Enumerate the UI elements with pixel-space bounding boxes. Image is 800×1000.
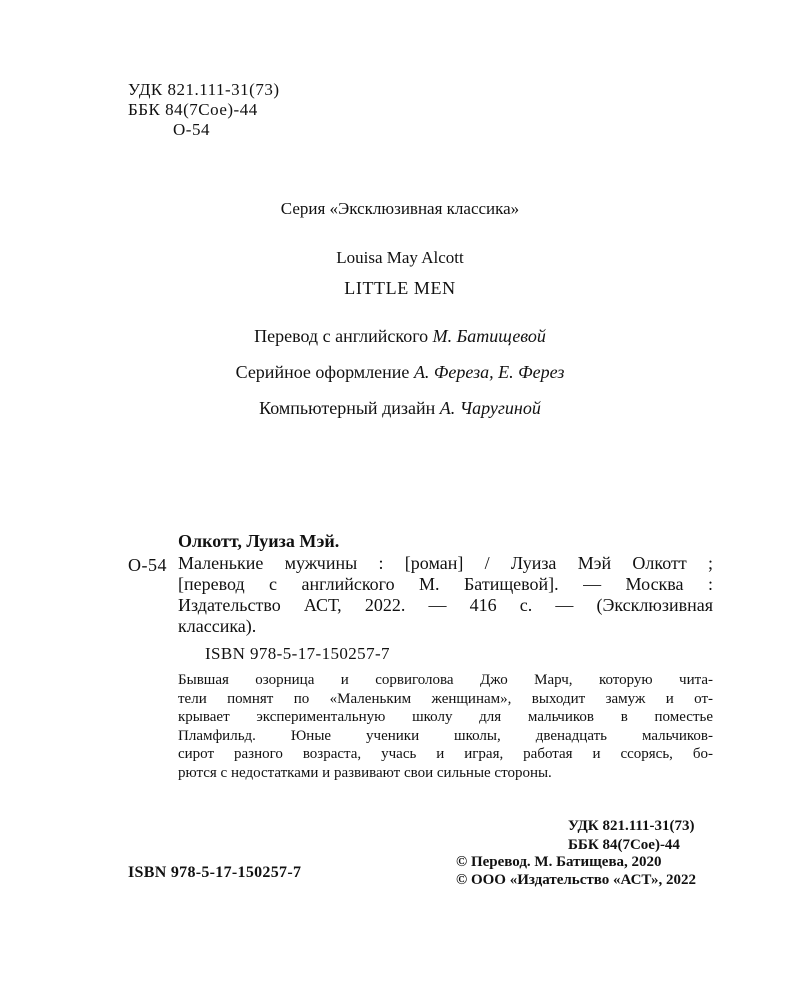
credit-translation [0,326,800,347]
description-line: классика). [178,616,257,636]
annotation-line: сирот разного возраста, учась и играя, работая и ссорясь, бо- [178,746,713,762]
classification-block [128,80,279,140]
isbn-entry: ISBN 978-5-17-150257-7 [205,644,390,663]
footer-udk: УДК 821.111-31(73) [568,818,695,834]
footer-classification [568,817,695,855]
original-author: Louisa May Alcott [336,248,464,267]
credit-name: А. Фереза, Е. Ферез [413,362,565,382]
description-line: Издательство АСТ, 2022. — 416 с. — (Эксклюзивная [178,595,713,615]
author-mark: О-54 [173,120,210,139]
annotation-line: рются с недостатками и развивают свои сильные стороны. [178,764,552,781]
credit-label: Перевод с английского [254,326,429,346]
bibliographic-author: Олкотт, Луиза Мэй. [178,531,340,551]
credit-label: Компьютерный дизайн [259,398,436,418]
copyright-block [456,853,696,889]
bibliographic-description [178,553,713,637]
footer-isbn: ISBN 978-5-17-150257-7 [128,864,302,881]
credit-series-design [0,362,800,383]
footer-bbk: ББК 84(7Сое)-44 [568,837,680,853]
annotation-line: Пламфильд. Юные ученики школы, двенадцать мальчиков- [178,727,713,744]
credit-name: А. Чаругиной [439,398,541,418]
description-line: [перевод с английского М. Батищевой]. — Москва : [178,574,713,594]
credit-computer-design [0,398,800,419]
udk-code: УДК 821.111-31(73) [128,80,280,99]
copyright-translation: © Перевод. М. Батищева, 2020 [456,854,662,870]
annotation-line: тели помнят по «Маленьким женщинам», выходит замуж и от- [178,690,713,707]
annotation-line: Бывшая озорница и сорвиголова Джо Марч, которую чита- [178,672,713,688]
description-line: Маленькие мужчины : [роман] / Луиза Мэй Олкотт ; [178,553,713,573]
bbk-code: ББК 84(7Сое)-44 [128,100,258,119]
series-title: Серия «Эксклюзивная классика» [280,199,520,218]
annotation [178,671,713,782]
annotation-line: крывает экспериментальную школу для мальчиков в поместье [178,709,713,725]
credit-label: Серийное оформление [235,362,410,382]
original-title: LITTLE MEN [344,278,456,298]
bibliographic-code: О-54 [128,555,167,575]
copyright-publisher: © ООО «Издательство «АСТ», 2022 [456,872,697,888]
credit-name: М. Батищевой [432,326,546,346]
